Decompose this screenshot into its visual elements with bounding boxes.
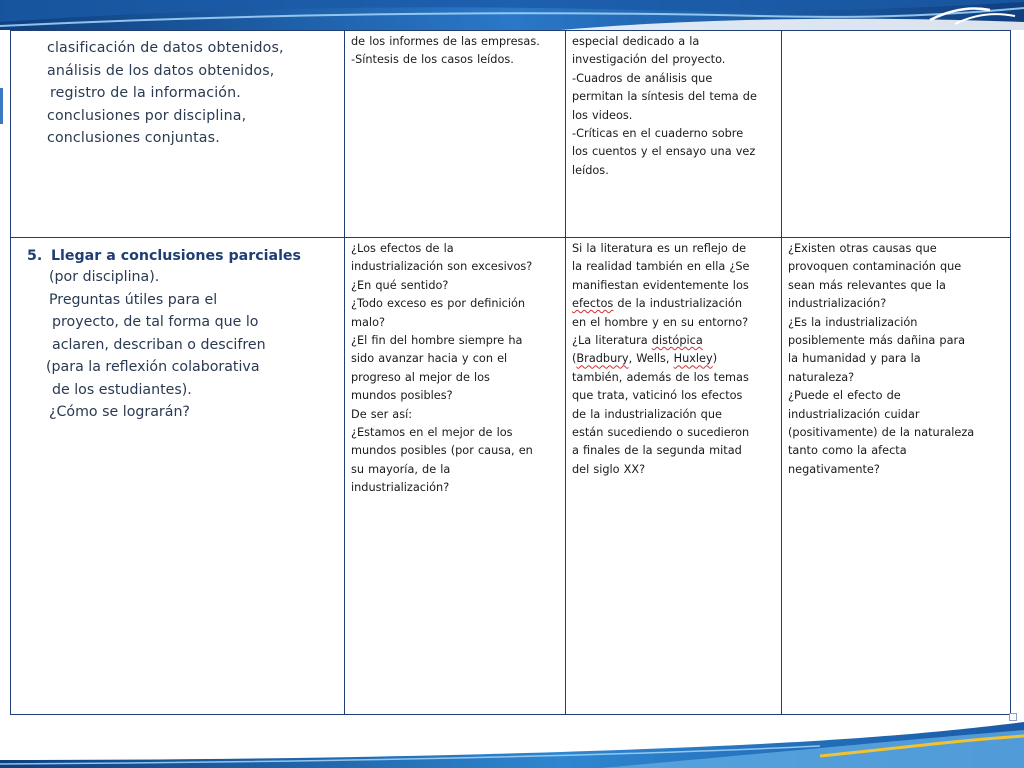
list-item: de los estudiantes).: [52, 381, 192, 398]
list-item: registro de la información.: [50, 85, 241, 101]
list-item: aclaren, describan o descifren: [52, 336, 266, 353]
cell-paragraph: [782, 31, 1010, 33]
list-item: (por disciplina).: [49, 269, 160, 285]
table-cell-questions-contamination: [782, 238, 1011, 715]
cell-paragraph: ¿Existen otras causas que provoquen contaminación que sean más relevantes que la industrialización? ¿Es la industrialización posiblemente más dañina para la humanidad y para la naturaleza? ¿Puede el efecto de industrialización cuidar (positivamente) de la naturaleza tanto como la afecta negativamente?: [788, 242, 975, 476]
list-item: clasificación de datos obtenidos,: [47, 40, 284, 56]
step-title: Llegar a conclusiones parciales: [51, 248, 301, 264]
spellcheck-word: Bradbury: [576, 352, 629, 366]
table-cell-col4-empty: [782, 31, 1011, 238]
table-cell-col2: [345, 31, 566, 238]
list-item: Preguntas útiles para el: [49, 291, 218, 308]
spellcheck-word: distópica: [651, 334, 703, 348]
list-item: (para la reflexión colaborativa: [46, 359, 260, 375]
table-cell-activities: [11, 31, 345, 238]
spellcheck-word: efectos: [572, 297, 614, 311]
left-edge-accent: [0, 88, 3, 124]
cell-paragraph: ¿Los efectos de la industrialización son excesivos? ¿En qué sentido? ¿Todo exceso es por definición malo? ¿El fin del hombre siempre ha sido avanzar hacia y con el progreso al mejor de los mundos posibles? De ser así: ¿Estamos en el mejor de los mundos posibles (por causa, en su mayoría, de la industrialización?: [351, 242, 533, 495]
table-row: [11, 31, 1011, 238]
cell-paragraph: de los informes de las empresas. -Síntesis de los casos leídos.: [351, 35, 540, 67]
cell-paragraph: Si la literatura es un reflejo de la realidad también en ella ¿Se manifiestan evidentemente los efectos de la industrialización en el hombre y en su entorno? ¿La literatura distópica (Bradbury, Wells, Huxley) también, además de los temas que trata, vaticinó los efectos de la industrialización que están sucediendo o sucedieron a finales de la segunda mitad del siglo XX?: [572, 242, 750, 476]
table-cell-col3: [566, 31, 782, 238]
table-row: [11, 238, 1011, 715]
planning-table: [10, 30, 1011, 715]
list-item: ¿Cómo se lograrán?: [49, 404, 190, 420]
cell-paragraph: especial dedicado a la investigación del proyecto. -Cuadros de análisis que permitan la síntesis del tema de los videos. -Críticas en el cuaderno sobre los cuentos y el ensayo una vez leídos.: [572, 35, 757, 177]
step-description-list: [46, 266, 344, 424]
table-cell-questions-literature: [566, 238, 782, 715]
activities-list: [47, 37, 344, 150]
bottom-decorative-band: [0, 710, 1024, 768]
list-item: conclusiones conjuntas.: [47, 130, 220, 146]
list-item: proyecto, de tal forma que lo: [52, 314, 259, 330]
step-heading: [27, 246, 344, 266]
step-number: 5.: [27, 248, 43, 264]
table-cell-questions-industrialization: [345, 238, 566, 715]
top-decorative-band: [0, 0, 1024, 30]
table-cell-step: [11, 238, 345, 715]
list-item: conclusiones por disciplina,: [47, 107, 247, 124]
spellcheck-word: Huxley: [673, 352, 713, 366]
list-item: análisis de los datos obtenidos,: [47, 62, 275, 79]
